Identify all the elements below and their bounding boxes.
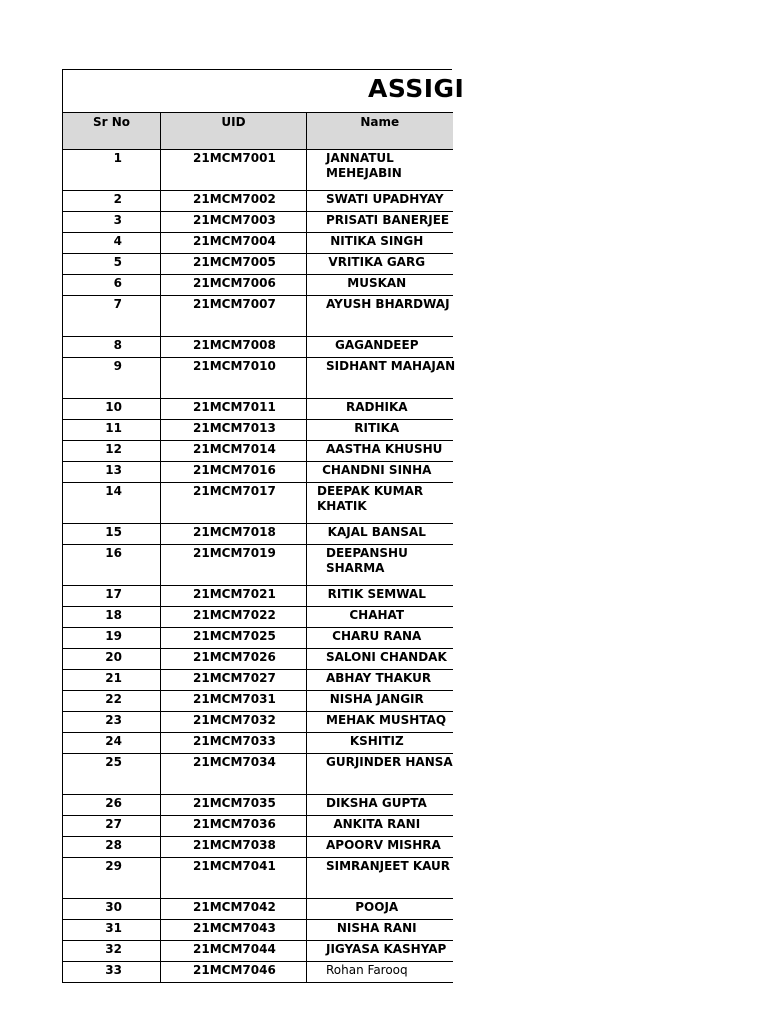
table-row	[63, 296, 453, 337]
cell-sr-no: 4	[63, 233, 161, 254]
cell-uid: 21MCM7036	[161, 816, 307, 837]
table-row	[63, 649, 453, 670]
cell-name: JANNATUL MEHEJABIN	[307, 150, 453, 191]
cell-sr-no: 9	[63, 358, 161, 399]
table-row	[63, 441, 453, 462]
cell-sr-no: 5	[63, 254, 161, 275]
cell-name: AYUSH BHARDWAJ	[307, 296, 453, 337]
cell-sr-no: 20	[63, 649, 161, 670]
table-row	[63, 462, 453, 483]
cell-sr-no: 15	[63, 524, 161, 545]
cell-uid: 21MCM7007	[161, 296, 307, 337]
cell-uid: 21MCM7017	[161, 483, 307, 524]
cell-sr-no: 31	[63, 920, 161, 941]
table-row	[63, 483, 453, 524]
cell-name: JIGYASA KASHYAP	[307, 941, 453, 962]
table-row	[63, 191, 453, 212]
table-row	[63, 941, 453, 962]
cell-uid: 21MCM7038	[161, 837, 307, 858]
table-row	[63, 275, 453, 296]
cell-name: APOORV MISHRA	[307, 837, 453, 858]
cell-sr-no: 14	[63, 483, 161, 524]
cell-uid: 21MCM7042	[161, 899, 307, 920]
cell-uid: 21MCM7031	[161, 691, 307, 712]
table-row	[63, 358, 453, 399]
cell-uid: 21MCM7001	[161, 150, 307, 191]
cell-name: PRISATI BANERJEE	[307, 212, 453, 233]
cell-uid: 21MCM7021	[161, 586, 307, 607]
table-row	[63, 212, 453, 233]
table-row	[63, 920, 453, 941]
cell-sr-no: 25	[63, 754, 161, 795]
cell-name: ANKITA RANI	[307, 816, 453, 837]
cell-sr-no: 13	[63, 462, 161, 483]
cell-uid: 21MCM7008	[161, 337, 307, 358]
cell-sr-no: 7	[63, 296, 161, 337]
cell-name: CHARU RANA	[307, 628, 453, 649]
cell-sr-no: 19	[63, 628, 161, 649]
title-row	[62, 69, 465, 112]
cell-name: NISHA JANGIR	[307, 691, 453, 712]
cell-uid: 21MCM7005	[161, 254, 307, 275]
cell-name: ABHAY THAKUR	[307, 670, 453, 691]
cell-name: CHAHAT	[307, 607, 453, 628]
table-row	[63, 420, 453, 441]
cell-uid: 21MCM7027	[161, 670, 307, 691]
cell-uid: 21MCM7034	[161, 754, 307, 795]
table-row	[63, 712, 453, 733]
table-row	[63, 150, 453, 191]
table-row	[63, 691, 453, 712]
cell-name: DEEPANSHU SHARMA	[307, 545, 453, 586]
cell-sr-no: 30	[63, 899, 161, 920]
cell-sr-no: 32	[63, 941, 161, 962]
table-row	[63, 233, 453, 254]
cell-sr-no: 1	[63, 150, 161, 191]
student-table	[62, 112, 456, 983]
table-row	[63, 795, 453, 816]
table-row	[63, 858, 453, 899]
table-row	[63, 337, 453, 358]
cell-name: POOJA	[307, 899, 453, 920]
table-row	[63, 816, 453, 837]
cell-sr-no: 10	[63, 399, 161, 420]
cell-sr-no: 6	[63, 275, 161, 296]
cell-name: SIMRANJEET KAUR	[307, 858, 453, 899]
cell-uid: 21MCM7043	[161, 920, 307, 941]
table-row	[63, 837, 453, 858]
cell-uid: 21MCM7014	[161, 441, 307, 462]
cell-sr-no: 16	[63, 545, 161, 586]
cell-name: VRITIKA GARG	[307, 254, 453, 275]
header-row	[63, 113, 453, 150]
cell-uid: 21MCM7044	[161, 941, 307, 962]
cell-uid: 21MCM7013	[161, 420, 307, 441]
cell-sr-no: 12	[63, 441, 161, 462]
cell-name: NISHA RANI	[307, 920, 453, 941]
cell-uid: 21MCM7006	[161, 275, 307, 296]
table-row	[63, 545, 453, 586]
sheet-title: ASSIGI	[368, 74, 465, 103]
cell-sr-no: 23	[63, 712, 161, 733]
cell-sr-no: 17	[63, 586, 161, 607]
cell-sr-no: 3	[63, 212, 161, 233]
table-row	[63, 628, 453, 649]
table-row	[63, 607, 453, 628]
table-row	[63, 754, 453, 795]
cell-name: MEHAK MUSHTAQ	[307, 712, 453, 733]
cell-name: DEEPAK KUMAR KHATIK	[307, 483, 453, 524]
cell-name: Rohan Farooq	[307, 962, 453, 983]
cell-uid: 21MCM7010	[161, 358, 307, 399]
cell-name: SWATI UPADHYAY	[307, 191, 453, 212]
cell-name: KAJAL BANSAL	[307, 524, 453, 545]
cell-sr-no: 26	[63, 795, 161, 816]
cell-name: RITIKA	[307, 420, 453, 441]
cell-name: SALONI CHANDAK	[307, 649, 453, 670]
cell-uid: 21MCM7046	[161, 962, 307, 983]
spreadsheet	[62, 69, 465, 983]
cell-sr-no: 21	[63, 670, 161, 691]
cell-uid: 21MCM7004	[161, 233, 307, 254]
table-row	[63, 586, 453, 607]
cell-uid: 21MCM7032	[161, 712, 307, 733]
cell-uid: 21MCM7011	[161, 399, 307, 420]
cell-sr-no: 8	[63, 337, 161, 358]
cell-name: RADHIKA	[307, 399, 453, 420]
cell-name: RITIK SEMWAL	[307, 586, 453, 607]
cell-uid: 21MCM7033	[161, 733, 307, 754]
header-sr-no: Sr No	[63, 113, 161, 150]
cell-name: MUSKAN	[307, 275, 453, 296]
cell-name: GURJINDER HANSA	[307, 754, 453, 795]
cell-uid: 21MCM7025	[161, 628, 307, 649]
cell-sr-no: 18	[63, 607, 161, 628]
cell-sr-no: 27	[63, 816, 161, 837]
cell-uid: 21MCM7035	[161, 795, 307, 816]
cell-sr-no: 24	[63, 733, 161, 754]
cell-uid: 21MCM7041	[161, 858, 307, 899]
cell-name: SIDHANT MAHAJAN	[307, 358, 453, 399]
cell-sr-no: 22	[63, 691, 161, 712]
table-row	[63, 899, 453, 920]
cell-name: AASTHA KHUSHU	[307, 441, 453, 462]
cell-sr-no: 33	[63, 962, 161, 983]
cell-uid: 21MCM7018	[161, 524, 307, 545]
cell-name: CHANDNI SINHA	[307, 462, 453, 483]
cell-uid: 21MCM7019	[161, 545, 307, 586]
table-row	[63, 670, 453, 691]
cell-name: KSHITIZ	[307, 733, 453, 754]
cell-name: NITIKA SINGH	[307, 233, 453, 254]
table-row	[63, 254, 453, 275]
header-name: Name	[307, 113, 453, 150]
cell-sr-no: 28	[63, 837, 161, 858]
table-row	[63, 524, 453, 545]
cell-uid: 21MCM7003	[161, 212, 307, 233]
cell-name: DIKSHA GUPTA	[307, 795, 453, 816]
cell-sr-no: 11	[63, 420, 161, 441]
cell-uid: 21MCM7002	[161, 191, 307, 212]
cell-sr-no: 29	[63, 858, 161, 899]
table-row	[63, 962, 453, 983]
cell-uid: 21MCM7026	[161, 649, 307, 670]
table-row	[63, 733, 453, 754]
cell-name: GAGANDEEP	[307, 337, 453, 358]
cell-uid: 21MCM7016	[161, 462, 307, 483]
cell-sr-no: 2	[63, 191, 161, 212]
header-uid: UID	[161, 113, 307, 150]
table-row	[63, 399, 453, 420]
cell-uid: 21MCM7022	[161, 607, 307, 628]
